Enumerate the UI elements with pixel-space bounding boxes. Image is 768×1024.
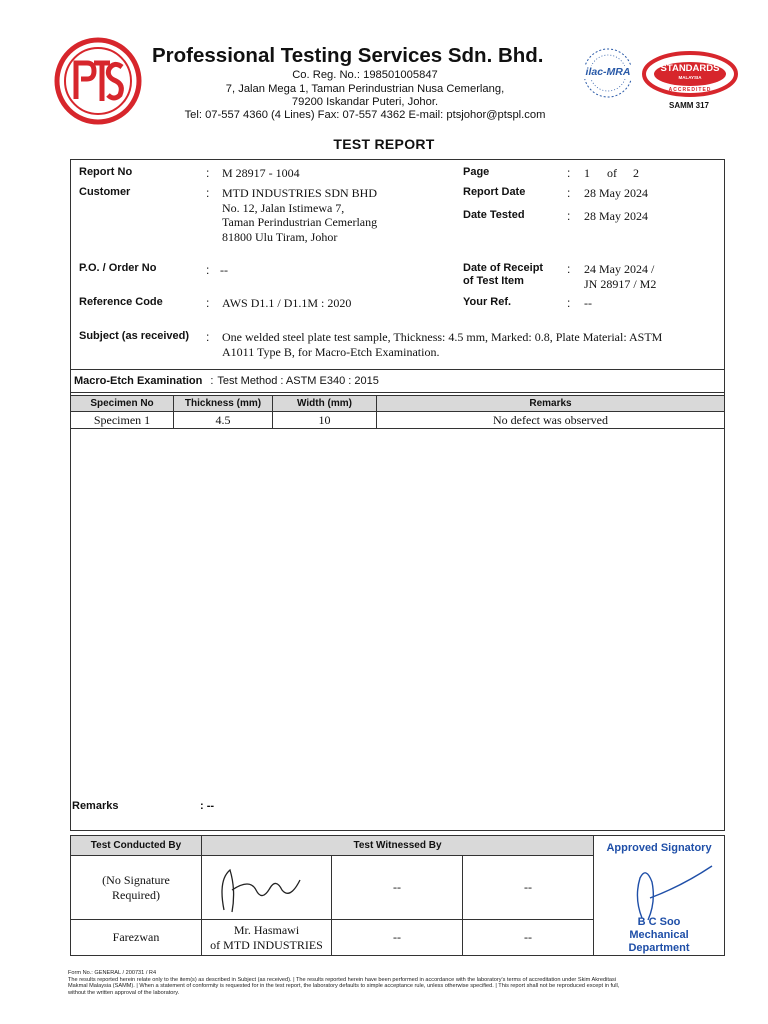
colon: :: [206, 330, 210, 344]
company-address-line2: 79200 Iskandar Puteri, Johor.: [291, 96, 439, 108]
table-cell: Specimen 1: [71, 412, 174, 429]
page-label: Page: [463, 166, 490, 178]
table-cell: 10: [273, 412, 377, 429]
column-header: Width (mm): [273, 396, 377, 412]
company-name: Professional Testing Services Sdn. Bhd.: [152, 44, 544, 67]
colon: :: [206, 186, 210, 200]
approver-department-line1: Mechanical: [629, 929, 689, 941]
pts-logo: [54, 37, 142, 125]
test-witnessed-by-label: Test Witnessed By: [202, 836, 594, 856]
your-ref-label: Your Ref.: [463, 296, 512, 308]
report-date-label: Report Date: [463, 186, 526, 198]
standards-malaysia-logo: [640, 50, 740, 108]
company-contact: Tel: 07-557 4360 (4 Lines) Fax: 07-557 4362 E-mail: ptsjohor@ptspl.com: [184, 109, 546, 121]
page-current: 1: [584, 166, 590, 180]
footer: [68, 970, 728, 996]
witness-signature-cell: [202, 856, 332, 920]
customer-address-line1: No. 12, Jalan Istimewa 7,: [222, 201, 345, 215]
table-cell: No defect was observed: [377, 412, 725, 429]
report-no-value: M 28917 - 1004: [222, 166, 300, 180]
form-number: Form No.: GENERAL / 200731 / R4: [68, 970, 157, 976]
report-date-value: 28 May 2024: [584, 186, 648, 200]
receipt-label-line1: Date of Receipt: [463, 262, 544, 274]
report-no-label: Report No: [79, 166, 133, 178]
witness-company: of MTD INDUSTRIES: [210, 937, 323, 952]
subject-label: Subject (as received): [79, 330, 190, 342]
standards-malaysia-text: MALAYSIA: [678, 75, 702, 80]
table-row: [71, 412, 725, 429]
column-header: Thickness (mm): [174, 396, 273, 412]
your-ref-value: --: [584, 296, 592, 310]
table-cell: --: [463, 856, 594, 920]
approver-name: B C Soo: [637, 916, 681, 928]
po-label: P.O. / Order No: [79, 262, 157, 274]
ilac-mra-text: ilac-MRA: [585, 66, 631, 78]
witness-name-cell: [202, 920, 332, 956]
colon: :: [567, 262, 571, 276]
footer-disclaimer-line1: The results reported herein relate only to the item(s) as described in Subject (as received). | The results reported herein have been performed in accordance with the laboratory's terms of accreditation under Skim Akreditasi: [68, 976, 617, 983]
conductor-name: Farezwan: [71, 920, 202, 956]
colon: :: [206, 296, 210, 310]
table-cell: --: [332, 920, 463, 956]
samm-number: SAMM 317: [668, 101, 709, 110]
specimen-table: [70, 395, 725, 429]
footer-disclaimer-line3: without the written approval of the laboratory.: [68, 989, 180, 996]
no-signature-line1: (No Signature: [102, 872, 170, 887]
column-header: Remarks: [377, 396, 725, 412]
examination-box: [70, 369, 725, 831]
customer-address-line3: 81800 Ulu Tiram, Johor: [222, 230, 338, 244]
receipt-value-line2: JN 28917 / M2: [584, 277, 657, 291]
report-title: TEST REPORT: [333, 136, 435, 152]
approved-signatory-cell: [594, 836, 725, 956]
po-value: --: [220, 263, 228, 277]
no-signature-line2: Required): [112, 887, 160, 902]
date-tested-value: 28 May 2024: [584, 209, 648, 223]
table-cell: --: [332, 856, 463, 920]
accredited-text: ACCREDITED: [668, 87, 712, 93]
company-reg-no: Co. Reg. No.: 198501005847: [292, 69, 438, 81]
reference-code-label: Reference Code: [79, 296, 163, 308]
approver-department-line2: Department: [628, 942, 690, 954]
colon: :: [567, 209, 571, 223]
colon: :: [210, 374, 214, 387]
ilac-mra-logo: [578, 44, 638, 102]
colon: :: [206, 166, 210, 180]
receipt-value-line1: 24 May 2024 /: [584, 262, 655, 276]
conductor-signature-cell: [71, 856, 202, 920]
macro-etch-header: [70, 369, 725, 393]
subject-line1: One welded steel plate test sample, Thickness: 4.5 mm, Marked: 0.8, Plate Material: ASTM: [222, 330, 663, 344]
subject-line2: A1011 Type B, for Macro-Etch Examination.: [222, 345, 440, 359]
company-address-line1: 7, Jalan Mega 1, Taman Perindustrian Nusa Cemerlang,: [225, 83, 505, 95]
colon: :: [206, 263, 210, 277]
colon: :: [567, 186, 571, 200]
remarks-value: : --: [200, 800, 215, 812]
macro-etch-label: Macro-Etch Examination: [74, 374, 203, 387]
customer-name: MTD INDUSTRIES SDN BHD: [222, 186, 378, 200]
test-conducted-by-label: Test Conducted By: [71, 836, 202, 856]
table-cell: 4.5: [174, 412, 273, 429]
colon: :: [567, 166, 571, 180]
customer-address-line2: Taman Perindustrian Cemerlang: [222, 215, 378, 229]
receipt-label-line2: of Test Item: [463, 275, 524, 287]
remarks-label: Remarks: [72, 800, 119, 812]
footer-disclaimer-line2: Makmal Malaysia (SAMM). | When a statement of conformity is requested for in the test report, the laboratory defaults to simple acceptance rule, unless otherwise specified. | This report shall not be reproduced except in full,: [68, 983, 620, 990]
column-header: Specimen No: [71, 396, 174, 412]
standards-text: STANDARDS: [660, 63, 720, 74]
table-cell: --: [463, 920, 594, 956]
signature-table: [70, 835, 725, 956]
test-method: Test Method : ASTM E340 : 2015: [217, 374, 379, 387]
page-total: 2: [633, 166, 639, 180]
customer-label: Customer: [79, 186, 131, 198]
date-tested-label: Date Tested: [463, 209, 525, 221]
page-of: of: [607, 166, 617, 180]
colon: :: [567, 296, 571, 310]
specimen-table-header: [71, 396, 725, 412]
approved-signatory-label: Approved Signatory: [606, 842, 712, 854]
reference-code-value: AWS D1.1 / D1.1M : 2020: [222, 296, 352, 310]
witness-signature: [210, 860, 320, 916]
witness-name: Mr. Hasmawi: [233, 922, 300, 937]
